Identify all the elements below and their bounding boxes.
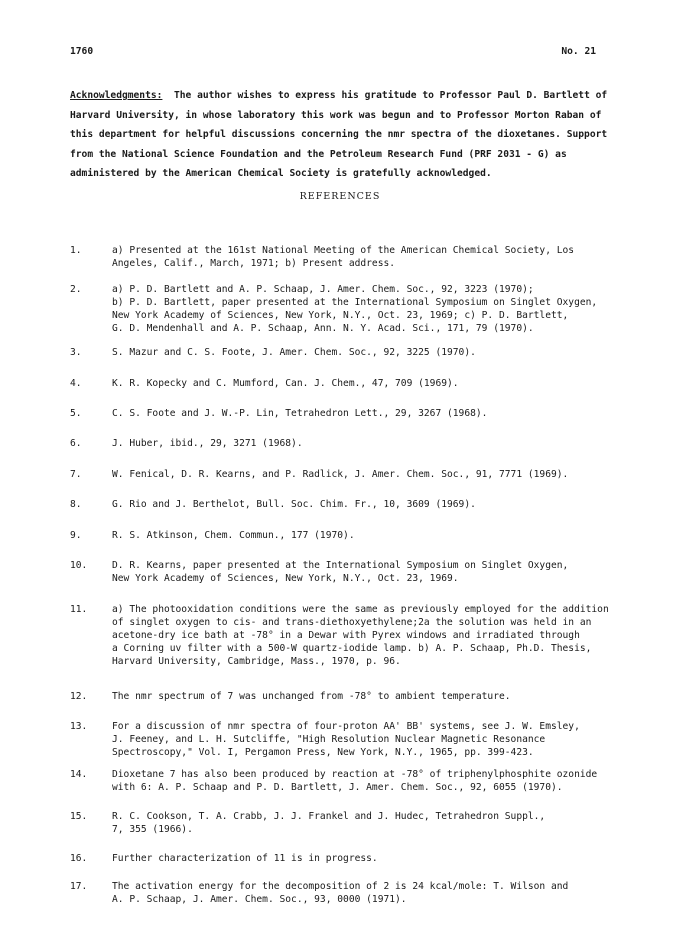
reference-line: The nmr spectrum of 7 was unchanged from -78° to ambient temperature. (112, 691, 511, 702)
reference-number: 17. (70, 881, 88, 892)
reference-number: 14. (70, 769, 88, 780)
reference-text (112, 346, 622, 359)
reference-text (112, 880, 622, 906)
reference-text (112, 244, 622, 270)
reference-line: acetone-dry ice bath at -78° in a Dewar with Pyrex windows and irradiated through (112, 630, 580, 641)
references-title: REFERENCES (299, 191, 381, 202)
reference-line: Angeles, Calif., March, 1971; b) Present address. (112, 258, 396, 269)
reference-number: 4. (70, 378, 82, 389)
reference-line: For a discussion of nmr spectra of four-proton AA' BB' systems, see J. W. Emsley, (112, 721, 580, 732)
reference-text (112, 768, 622, 794)
reference-line: a Corning uv filter with a 500-W quartz-iodide lamp. b) A. P. Schaap, Ph.D. Thesis, (112, 643, 592, 654)
reference-line: New York Academy of Sciences, New York, N.Y., Oct. 23, 1969. (112, 573, 459, 584)
reference-number: 13. (70, 721, 88, 732)
reference-text (112, 852, 622, 865)
reference-text (112, 468, 622, 481)
reference-line: R. C. Cookson, T. A. Crabb, J. J. Frankel and J. Hudec, Tetrahedron Suppl., (112, 811, 546, 822)
reference-text (112, 377, 622, 390)
reference-text (112, 690, 622, 703)
reference-number: 9. (70, 530, 82, 541)
reference-line: R. S. Atkinson, Chem. Commun., 177 (1970). (112, 530, 355, 541)
reference-text (112, 810, 622, 836)
acknowledgments-heading: Acknowledgments: (70, 90, 163, 101)
reference-line: Further characterization of 11 is in progress. (112, 853, 378, 864)
reference-number: 6. (70, 438, 82, 449)
reference-line: Harvard University, Cambridge, Mass., 1970, p. 96. (112, 656, 401, 667)
reference-number: 3. (70, 347, 82, 358)
reference-text (112, 283, 622, 335)
reference-text (112, 559, 622, 585)
reference-line: a) P. D. Bartlett and A. P. Schaap, J. Amer. Chem. Soc., 92, 3223 (1970); (112, 284, 534, 295)
reference-number: 12. (70, 691, 88, 702)
reference-number: 16. (70, 853, 88, 864)
reference-text (112, 529, 622, 542)
reference-line: G. D. Mendenhall and A. P. Schaap, Ann. N. Y. Acad. Sci., 171, 79 (1970). (112, 323, 534, 334)
reference-number: 10. (70, 560, 88, 571)
reference-line: Spectroscopy," Vol. I, Pergamon Press, New York, N.Y., 1965, pp. 399-423. (112, 747, 534, 758)
reference-line: S. Mazur and C. S. Foote, J. Amer. Chem. Soc., 92, 3225 (1970). (112, 347, 476, 358)
reference-line: D. R. Kearns, paper presented at the International Symposium on Singlet Oxygen, (112, 560, 569, 571)
reference-number: 15. (70, 811, 88, 822)
reference-line: b) P. D. Bartlett, paper presented at the International Symposium on Singlet Oxygen, (112, 297, 598, 308)
reference-number: 11. (70, 604, 88, 615)
reference-line: G. Rio and J. Berthelot, Bull. Soc. Chim. Fr., 10, 3609 (1969). (112, 499, 476, 510)
reference-line: 7, 355 (1966). (112, 824, 193, 835)
reference-line: K. R. Kopecky and C. Mumford, Can. J. Chem., 47, 709 (1969). (112, 378, 459, 389)
reference-text (112, 437, 622, 450)
reference-number: 1. (70, 245, 82, 256)
reference-line: W. Fenical, D. R. Kearns, and P. Radlick, J. Amer. Chem. Soc., 91, 7771 (1969). (112, 469, 569, 480)
reference-number: 8. (70, 499, 82, 510)
reference-text (112, 603, 622, 668)
acknowledgments-paragraph (70, 86, 618, 184)
reference-number: 5. (70, 408, 82, 419)
reference-number: 7. (70, 469, 82, 480)
reference-line: a) Presented at the 161st National Meeting of the American Chemical Society, Los (112, 245, 575, 256)
reference-line: C. S. Foote and J. W.-P. Lin, Tetrahedron Lett., 29, 3267 (1968). (112, 408, 488, 419)
issue-number: No. 21 (561, 46, 596, 57)
reference-line: J. Feeney, and L. H. Sutcliffe, "High Resolution Nuclear Magnetic Resonance (112, 734, 546, 745)
reference-line: of singlet oxygen to cis- and trans-diethoxyethylene;2a the solution was held in an (112, 617, 592, 628)
reference-text (112, 407, 622, 420)
acknowledgments-text: The author wishes to express his gratitude to Professor Paul D. Bartlett of Harvard University, in whose laboratory this work was begun and to Professor Morton Raban of this department for helpful discussions concerning the nmr spectra of the dioxetanes. Support from the National Science Foundation and the Petroleum Research Fund (PRF 2031 - G) as administered by the American Chemical Society is gratefully acknowledged. (70, 90, 608, 179)
reference-text (112, 498, 622, 511)
reference-line: A. P. Schaap, J. Amer. Chem. Soc., 93, 0000 (1971). (112, 894, 407, 905)
page-number: 1760 (70, 46, 94, 57)
reference-line: J. Huber, ibid., 29, 3271 (1968). (112, 438, 303, 449)
reference-line: Dioxetane 7 has also been produced by reaction at -78° of triphenylphosphite ozonide (112, 769, 598, 780)
reference-line: with 6: A. P. Schaap and P. D. Bartlett, J. Amer. Chem. Soc., 92, 6055 (1970). (112, 782, 563, 793)
reference-line: New York Academy of Sciences, New York, N.Y., Oct. 23, 1969; c) P. D. Bartlett, (112, 310, 569, 321)
reference-line: The activation energy for the decomposition of 2 is 24 kcal/mole: T. Wilson and (112, 881, 569, 892)
reference-number: 2. (70, 284, 82, 295)
reference-line: a) The photooxidation conditions were the same as previously employed for the addition (112, 604, 609, 615)
reference-text (112, 720, 622, 759)
